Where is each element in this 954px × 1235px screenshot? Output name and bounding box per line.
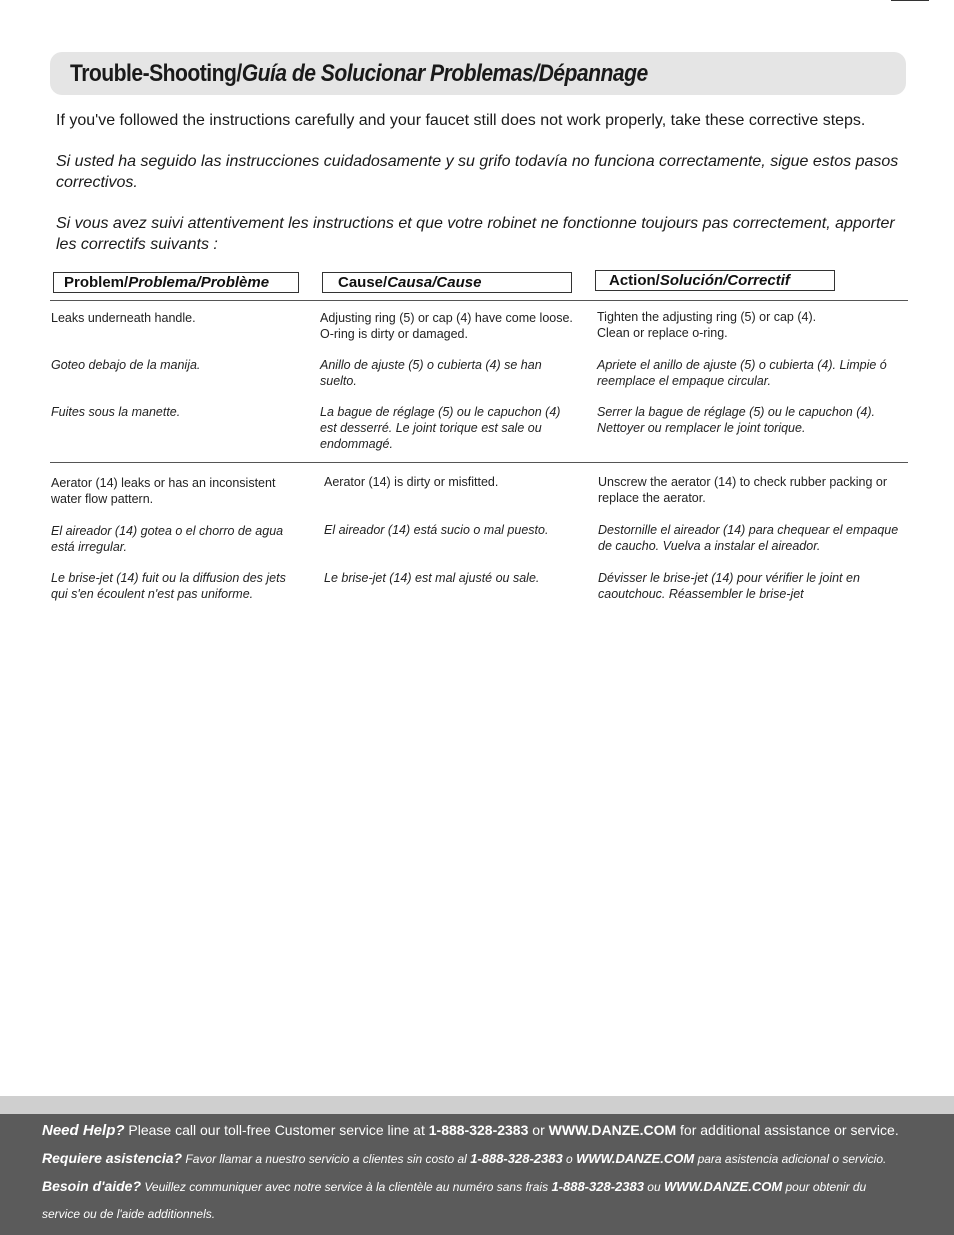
footer-en-lead: Need Help? [42,1122,125,1139]
intro-fr: Si vous avez suivi attentivement les instructions et que votre robinet ne fonctionne toujours pas correctement, apporter les correctifs suivants : [56,215,895,253]
footer-fr-lead: Besoin d'aide? [42,1178,142,1194]
header-cause-alt: Causa/Cause [387,274,482,291]
page-corner-mark [891,0,929,2]
footer [0,1114,954,1235]
footer-fr-text1: Veuillez communiquer avec notre service à la clientèle au numéro sans frais [141,1180,552,1194]
page-title [70,60,648,88]
row-rule [50,462,908,463]
row2-problem-fr: Le brise-jet (14) fuit ou la diffusion des jets qui s'en écoulent n'est pas uniforme. [51,571,286,601]
row2-cause-es: El aireador (14) está sucio o mal puesto. [324,523,549,537]
intro-es: Si usted ha seguido las instrucciones cuidadosamente y su grifo todavía no funciona correctamente, sigue estos pasos correctivos. [56,153,899,191]
header-cause-en: Cause/ [338,274,388,291]
row1-cause-fr: La bague de réglage (5) ou le capuchon (4) est desserré. Le joint torique est sale ou endommagé. [320,405,561,451]
row1-action-en: Tighten the adjusting ring (5) or cap (4). Clean or replace o-ring. [597,310,817,340]
row2-action-fr: Dévisser le brise-jet (14) pour vérifier le joint en caoutchouc. Réassembler le brise-jet [598,571,860,601]
footer-en-text3: for additional assistance or service. [676,1122,899,1138]
header-action [595,270,835,291]
header-action-alt: Solución/Correctif [659,272,790,289]
footer-line-en [42,1122,899,1139]
title-bar [50,52,906,95]
row1-cause-en: Adjusting ring (5) or cap (4) have come loose. O-ring is dirty or damaged. [320,311,573,341]
footer-es-lead: Requiere asistencia? [42,1150,183,1166]
footer-fr-website[interactable]: WWW.DANZE.COM [663,1179,783,1194]
row2-problem-en: Aerator (14) leaks or has an inconsistent water flow pattern. [51,476,276,506]
row2-cause-en: Aerator (14) is dirty or misfitted. [324,475,499,489]
footer-fr-text3: pour obtenir du [782,1180,867,1194]
row2-problem-es: El aireador (14) gotea o el chorro de agua está irregular. [51,524,284,554]
footer-line-fr [42,1178,866,1194]
footer-es-website[interactable]: WWW.DANZE.COM [576,1151,695,1166]
footer-en-website[interactable]: WWW.DANZE.COM [548,1122,677,1138]
row1-action-es: Apriete el anillo de ajuste (5) o cubierta (4). Limpie ó reemplace el empaque circular. [597,358,887,388]
footer-en-text2: or [528,1122,549,1138]
row2-action-es: Destornille el aireador (14) para chequear el empaque de caucho. Vuelva a instalar el aireador. [598,523,899,553]
footer-es-phone[interactable]: 1-888-328-2383 [470,1151,563,1166]
intro-en: If you've followed the instructions carefully and your faucet still does not work properly, take these corrective steps. [56,112,866,129]
header-problem-alt: Problema/Problème [128,274,270,291]
title-main: Trouble-Shooting/ [70,60,242,87]
footer-es-text2: o [562,1152,577,1166]
row2-cause-fr: Le brise-jet (14) est mal ajusté ou sale. [324,571,540,585]
header-cause [322,272,572,293]
row1-problem-en: Leaks underneath handle. [51,311,196,325]
header-action-en: Action/ [609,272,660,289]
footer-en-text1: Please call our toll-free Customer service line at [124,1122,429,1138]
header-rule [50,300,908,301]
footer-es-text1: Favor llamar a nuestro servicio a clientes sin costo al [182,1152,471,1166]
row2-action-en: Unscrew the aerator (14) to check rubber packing or replace the aerator. [598,475,888,505]
title-alt: Guía de Solucionar Problemas/Dépannage [241,60,648,87]
footer-fr-text2: ou [643,1180,664,1194]
footer-fr-phone[interactable]: 1-888-328-2383 [551,1179,644,1194]
header-problem [53,272,299,293]
row1-action-fr: Serrer la bague de réglage (5) ou le capuchon (4). Nettoyer ou remplacer le joint torique. [597,405,875,435]
row1-problem-fr: Fuites sous la manette. [51,405,181,419]
row1-problem-es: Goteo debajo de la manija. [51,358,201,372]
footer-line-es [42,1150,886,1166]
footer-band [0,1096,954,1114]
footer-es-text3: para asistencia adicional o servicio. [694,1152,887,1166]
row1-cause-es: Anillo de ajuste (5) o cubierta (4) se han suelto. [320,358,542,388]
header-problem-en: Problem/ [64,274,129,291]
footer-en-phone[interactable]: 1-888-328-2383 [428,1122,529,1138]
footer-line-fr-cont: service ou de l'aide additionnels. [42,1207,216,1221]
